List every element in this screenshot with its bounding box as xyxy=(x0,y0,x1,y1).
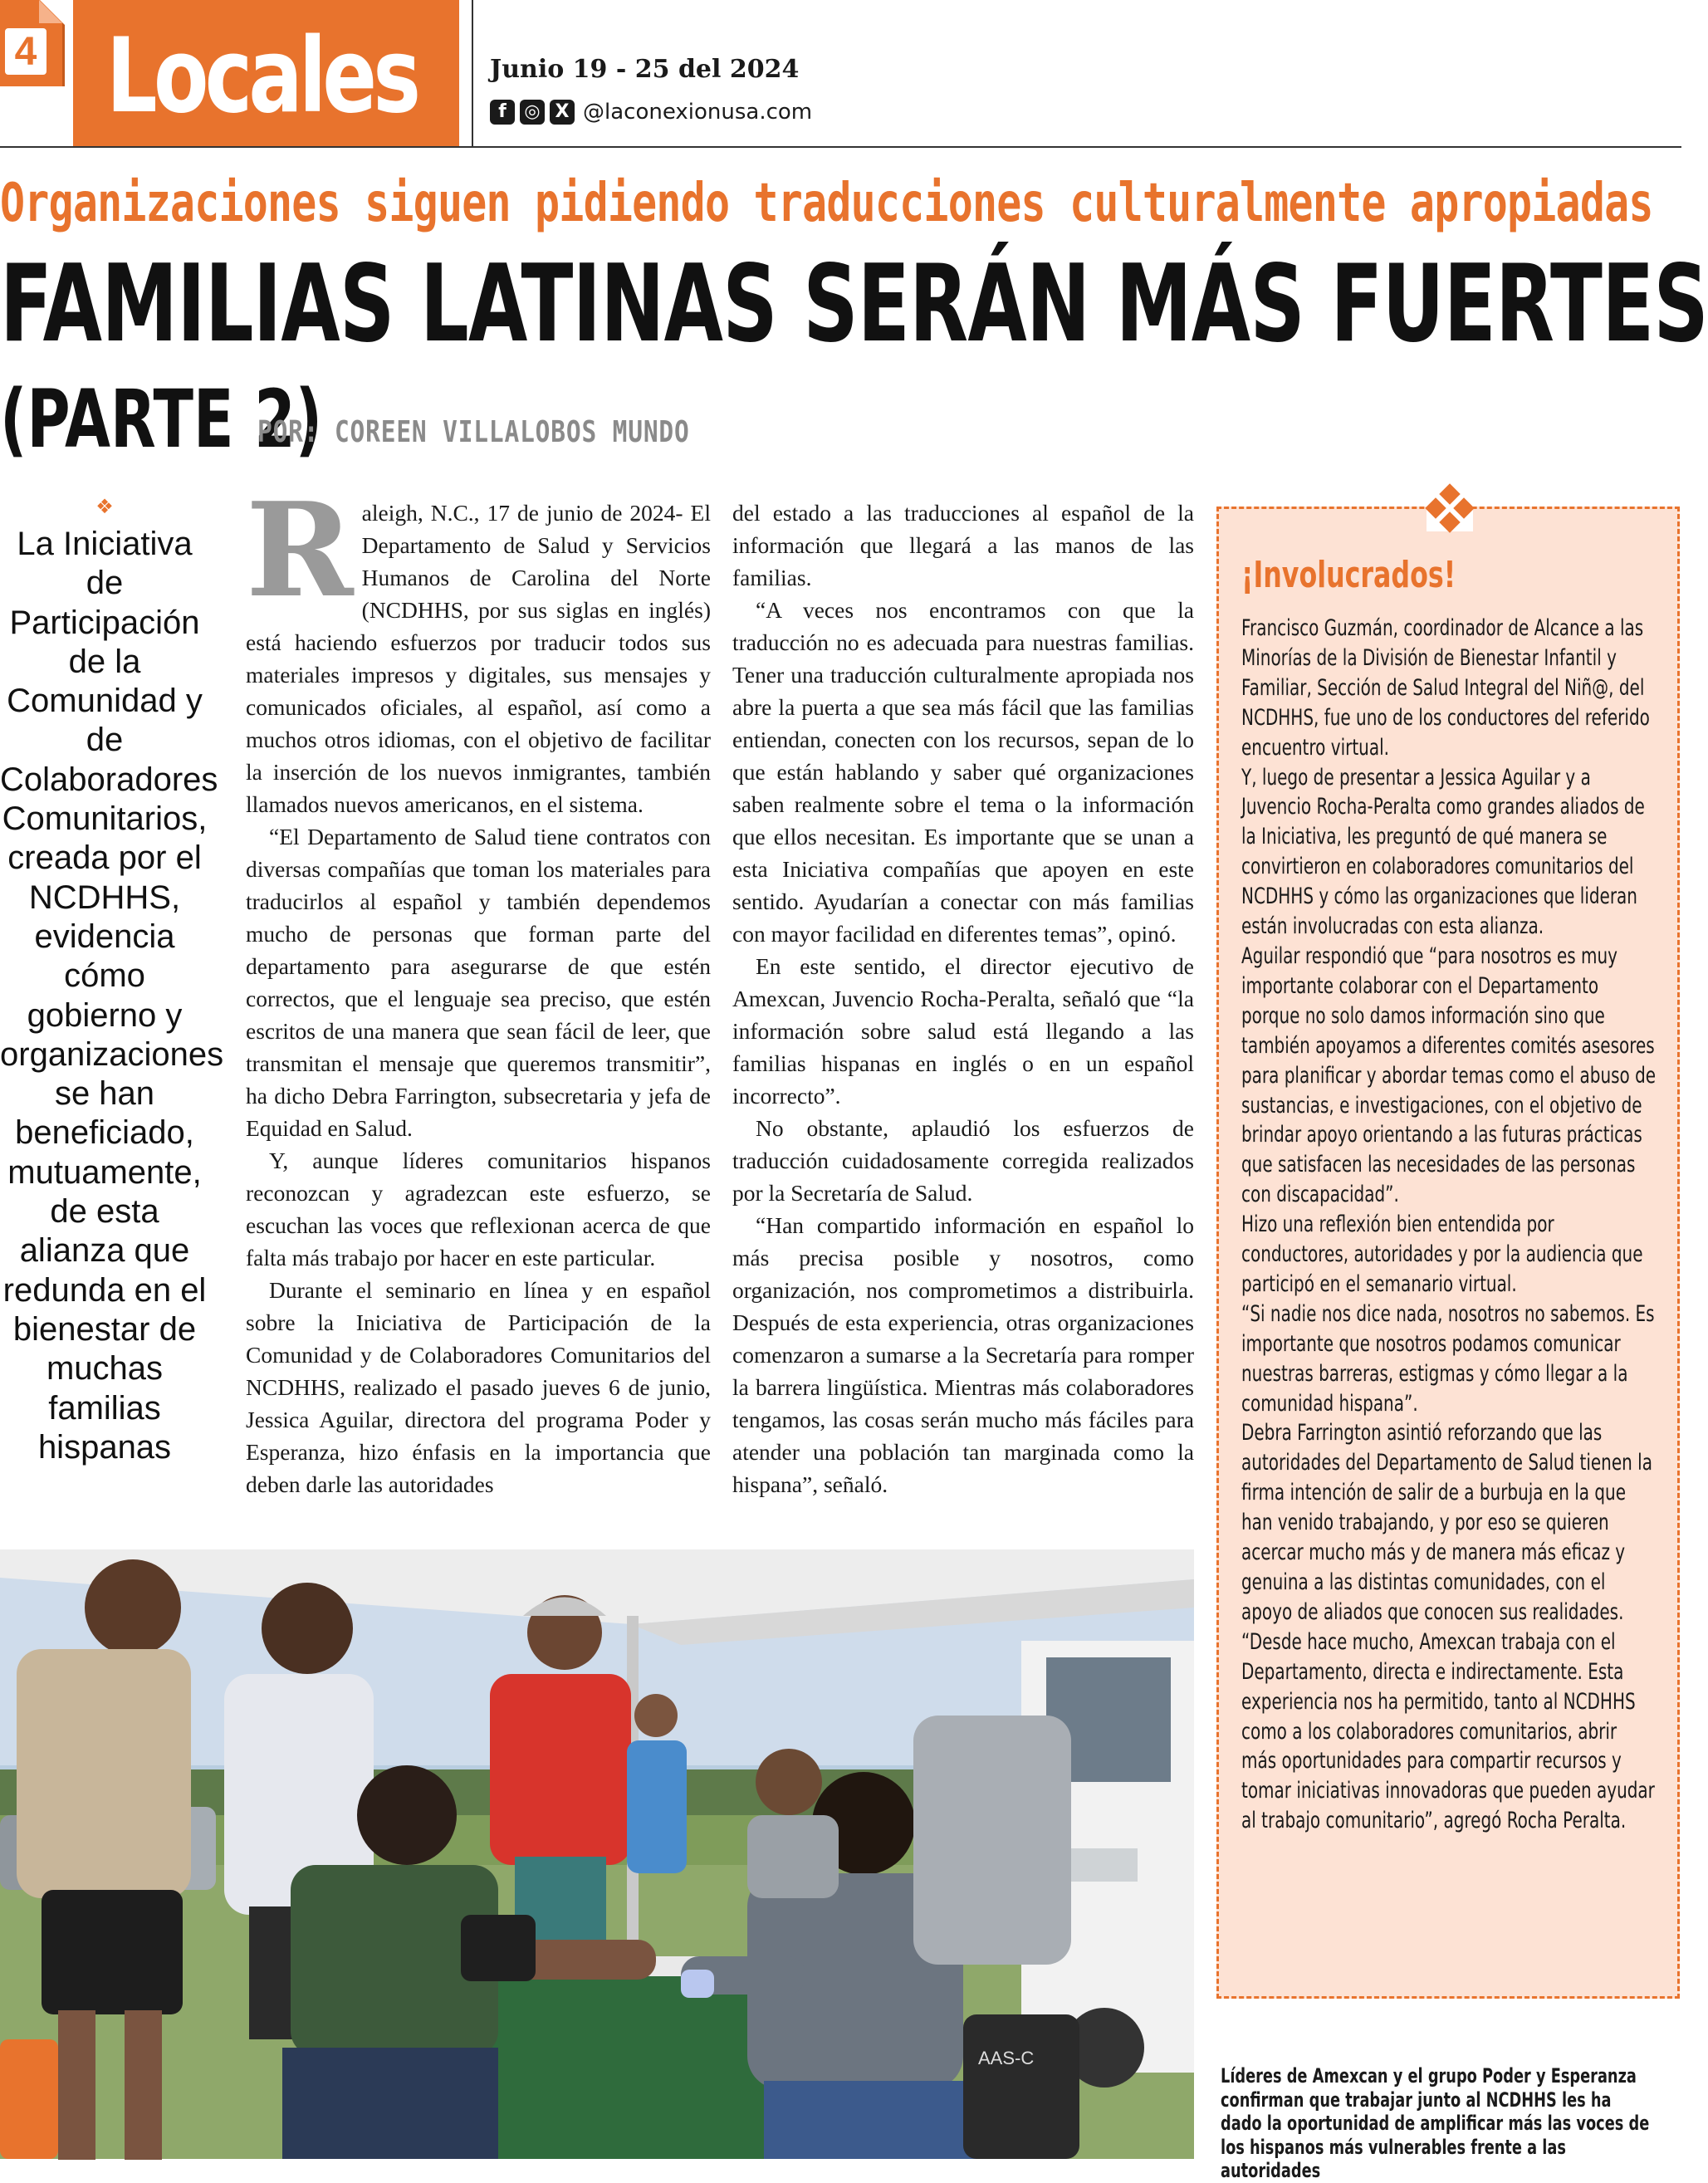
sidebar-paragraph: Hizo una reflexión bien entendida por conductores, autoridades y por la audiencia que participó en el semanario virtual. xyxy=(1241,1211,1643,1297)
article-column-2 xyxy=(732,497,1194,1500)
instagram-icon[interactable]: ◎ xyxy=(520,100,545,125)
paragraph: del estado a las traducciones al español de la información que llegará a las manos de las familias. xyxy=(732,500,1194,590)
sidebar-paragraph: Y, luego de presentar a Jessica Aguilar y a Juvencio Rocha-Peralta como grandes aliados de la Iniciativa, les preguntó de qué manera se convirtieron en colaboradores comunitarios del NCDHHS y cómo las organizaciones que lideran están involucradas con esta alianza. xyxy=(1241,764,1645,940)
sidebar-paragraph: “Desde hace mucho, Amexcan trabaja con el Departamento, directa e indirectamente. Esta experiencia nos ha permitido, tanto al NCDHHS como a los colaboradores comunitarios, abrir más oportunidades para compartir recursos y tomar iniciativas innovadoras que pueden ayudar al trabajo comunitario”, agregó Rocha Peralta. xyxy=(1241,1628,1655,1834)
website-handle[interactable]: @laconexionusa.com xyxy=(583,100,813,125)
sidebar-paragraph: Francisco Guzmán, coordinador de Alcance a las Minorías de la División de Bienestar Infantil y Familiar, Sección de Salud Integral del Niñ@, del NCDHHS, fue uno de los conductores del referido encuentro virtual. xyxy=(1241,615,1650,761)
header-rule xyxy=(0,146,1681,148)
x-icon[interactable]: X xyxy=(550,100,575,125)
sidebar-paragraph: “Si nadie nos dice nada, nosotros no sabemos. Es importante que nosotros podamos comunicar nuestras barreras, estigmas y cómo llegar a la comunidad hispana”. xyxy=(1241,1300,1655,1417)
section-title: Locales xyxy=(106,17,418,136)
paragraph: No obstante, aplaudió los esfuerzos de traducción cuidadosamente corregida realizados por la Secretaría de Salud. xyxy=(732,1115,1194,1206)
ornament-icon: ❖ xyxy=(95,495,114,518)
photo-caption: Líderes de Amexcan y el grupo Poder y Esperanza confirman que trabajar junto al NCDHHS les ha dado la oportunidad de amplificar más las voces de los hispanos más vulnerables frente a las autoridades xyxy=(1221,2064,1650,2183)
sidebar-body xyxy=(1241,614,1657,1836)
sidebar-box xyxy=(1216,507,1680,1999)
social-links xyxy=(490,98,812,126)
pull-quote: La Iniciativa de Participación de la Comunidad y de Colaboradores Comunitarios, creada por el NCDHHS, evidencia cómo gobierno y organizaciones se han beneficiado, mutuamente, de esta alianza que redunda en el bienestar de muchas familias hispanas xyxy=(0,526,224,1466)
chair-label: AAS-C xyxy=(978,2048,1035,2068)
article-column-1 xyxy=(246,474,711,1500)
sidebar-ornament-icon xyxy=(1427,485,1473,531)
paragraph: “El Departamento de Salud tiene contratos con diversas compañías que toman los materiales para traducirlos al español y también dependemos mucho de personas que forman parte del departamento para asegurarse de que estén correctos, que el lenguaje sea preciso, que estén escritos de una manera que sean fácil de leer, que transmitan el mensaje que queremos transmitir”, ha dicho Debra Farrington, subsecretaria y jefa de Equidad en Salud. xyxy=(246,824,711,1141)
paragraph: Y, aunque líderes comunitarios hispanos reconozcan y agradezcan este esfuerzo, se escuchan las voces que reflexionan acerca de que falta más trabajo por hacer en este particular. xyxy=(246,1148,711,1270)
article-kicker: Organizaciones siguen pidiendo traducciones culturalmente apropiadas xyxy=(0,173,1653,234)
paragraph: “Han compartido información en español lo más precisa posible y nosotros, como organización, nos comprometimos a distribuirla. Después de esta experiencia, otras organizaciones comenzaron a sumarse a la Secretaría para romper la barrera lingüística. Mientras más colaboradores tengamos, las cosas serán mucho más fáciles para atender una población tan marginada como la hispana”, señaló. xyxy=(732,1212,1194,1497)
article-headline: FAMILIAS LATINAS SERÁN MÁS FUERTES xyxy=(0,242,1708,366)
event-photo xyxy=(0,1549,1194,2159)
byline: POR: COREEN VILLALOBOS MUNDO xyxy=(257,415,690,449)
paragraph: Durante el seminario en línea y en español sobre la Iniciativa de Participación de la Comunidad y de Colaboradores Comunitarios del NCDHHS, realizado el pasado jueves 6 de junio, Jessica Aguilar, directora del programa Poder y Esperanza, hizo énfasis en la importancia que deben darle las autoridades xyxy=(246,1277,711,1497)
headline-part: (PARTE 2) xyxy=(0,373,323,466)
paragraph: Raleigh, N.C., 17 de junio de 2024- El Departamento de Salud y Servicios Humanos de Carolina del Norte (NCDHHS, por sus siglas en inglés) está haciendo esfuerzos por traducir todos sus materiales impresos y digitales, sus mensajes y comunicados oficiales, al español, así como a muchos otros idiomas, con el objetivo de facilitar la inserción de los nuevos inmigrantes, también llamados nuevos americanos, en el sistema. xyxy=(246,474,711,817)
header-divider xyxy=(472,0,473,146)
sidebar-paragraph: Aguilar respondió que “para nosotros es muy importante colaborar con el Departamento porque no solo damos información sino que también apoyamos a diferentes comités asesores para planificar y abordar temas como el abuso de sustancias, e investigaciones, con el objetivo de brindar apoyo orientando a las futuras prácticas que satisfacen las necesidades de las personas con discapacidad”. xyxy=(1241,942,1657,1208)
facebook-icon[interactable]: f xyxy=(490,100,515,125)
sidebar-paragraph: Debra Farrington asintió reforzando que las autoridades del Departamento de Salud tienen la firma intención de salir de a burbuja en la que han venido trabajando, y por eso se quieren acercar mucho más y de manera más eficaz y genuina a las distintas comunidades, con el apoyo de aliados que conocen sus realidades. xyxy=(1241,1420,1652,1625)
paragraph: En este sentido, el director ejecutivo de Amexcan, Juvencio Rocha-Peralta, señaló que “la información sobre salud está llegando a las familias hispanas en inglés o en un español incorrecto”. xyxy=(732,953,1194,1109)
page-number-tab xyxy=(0,0,65,86)
section-banner xyxy=(73,0,459,146)
issue-date: Junio 19 - 25 del 2024 xyxy=(490,55,800,84)
paragraph: “A veces nos encontramos con que la traducción no es adecuada para nuestras familias. Tener una traducción culturalmente apropiada nos abre la puerta a que sea más fácil que las familias entiendan, conecten con los recursos, sepan de lo que están hablando y saber qué organizaciones saben realmente sobre el tema o la información que ellos necesitan. Es importante que se unan a esta Iniciativa compañías que apoyen en este sentido. Ayudarían a conectar con más familias con mayor facilidad en diferentes temas”, opinó. xyxy=(732,597,1194,947)
sidebar-title: ¡Involucrados! xyxy=(1241,554,1456,596)
page-number: 4 xyxy=(5,28,46,75)
drop-cap: R xyxy=(246,474,354,626)
